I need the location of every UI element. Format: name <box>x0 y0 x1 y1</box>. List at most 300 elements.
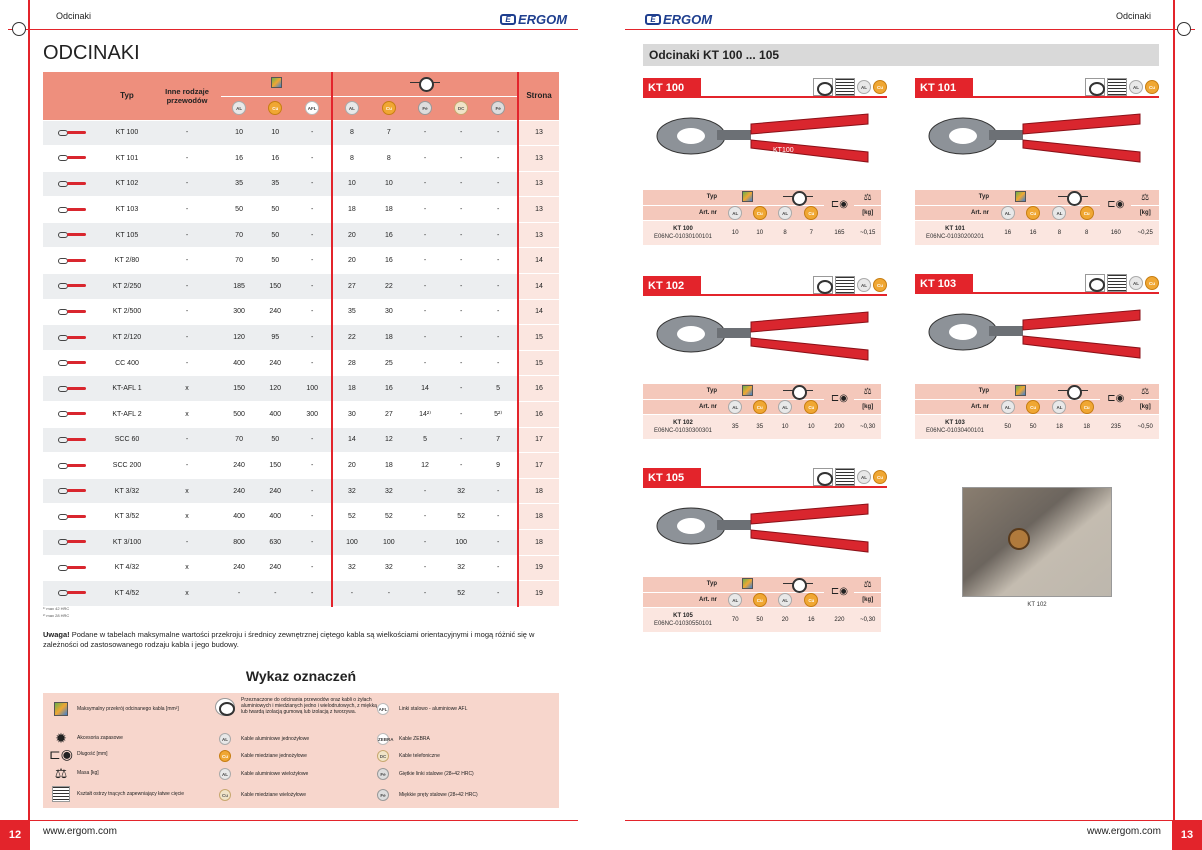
legend-item <box>373 764 553 784</box>
spec-art-label: Art. nr <box>915 399 995 414</box>
cell-al: 240 <box>221 453 257 479</box>
cell-typ: KT 101 <box>101 146 153 172</box>
cell-afl: - <box>293 325 332 351</box>
spec-table <box>643 384 881 440</box>
table-row <box>43 325 559 351</box>
cell-typ: KT 3/52 <box>101 504 153 530</box>
table-row <box>43 146 559 172</box>
legend-title: Wykaz oznaczeń <box>245 668 357 684</box>
value-cu: 50 <box>1020 414 1045 439</box>
cell-inne: - <box>153 427 221 453</box>
cell-d-dc: 52 <box>443 581 479 607</box>
tool-thumbnail <box>43 402 101 428</box>
pliers-icon <box>58 334 86 340</box>
pliers-jaw-gap <box>677 518 705 534</box>
pliers-jaw-gap <box>949 324 977 340</box>
cu-icon: Cu <box>747 399 771 414</box>
value-d-cu: 18 <box>1073 414 1100 439</box>
product-name: KT 100 <box>643 78 701 98</box>
product-name: KT 101 <box>915 78 973 98</box>
cell-d-al: 27 <box>332 274 371 300</box>
cell-inne: x <box>153 504 221 530</box>
pliers-icon <box>58 589 86 595</box>
tool-thumbnail <box>43 376 101 402</box>
sub-d-fe <box>407 96 443 120</box>
scale-icon: ⚖ <box>854 577 881 592</box>
cu-icon: Cu <box>1020 399 1045 414</box>
cable-cut-icon <box>813 468 833 486</box>
cell-inne: x <box>153 376 221 402</box>
product-icons <box>813 276 887 294</box>
engraving: KT100 <box>773 147 794 154</box>
cell-typ: KT 4/52 <box>101 581 153 607</box>
cell-al: 400 <box>221 350 257 376</box>
product-photo <box>925 108 1145 168</box>
cu-icon: Cu <box>1020 205 1045 220</box>
al-icon: AL <box>723 205 747 220</box>
cross-section-icon <box>723 384 772 399</box>
product-photo <box>653 306 873 366</box>
length-icon: ⊏◉ <box>1100 384 1131 414</box>
cable-core <box>1008 528 1030 550</box>
cell-al: 185 <box>221 274 257 300</box>
cell-d-fe: - <box>407 120 443 146</box>
tool-thumbnail <box>43 325 101 351</box>
product-rule <box>643 96 887 98</box>
legend-item <box>215 764 380 784</box>
pliers-icon <box>58 257 86 263</box>
product-name: KT 105 <box>643 468 701 488</box>
cell-cu: 240 <box>257 478 293 504</box>
page-title: ODCINAKI <box>43 42 140 64</box>
cell-d-al: 20 <box>332 453 371 479</box>
diameter-icon <box>772 190 824 205</box>
table-row <box>43 222 559 248</box>
cell-d-fe: - <box>407 248 443 274</box>
cell-al: 240 <box>221 555 257 581</box>
cell-d-dc: - <box>443 453 479 479</box>
ergom-logo-icon: E <box>645 14 661 25</box>
cell-typ: KT 105 <box>101 222 153 248</box>
cell-d-cu: 18 <box>371 325 407 351</box>
cell-afl: - <box>293 504 332 530</box>
sub-d-cu <box>371 96 407 120</box>
right-footer-rule <box>625 820 1173 821</box>
pliers-icon <box>58 308 86 314</box>
diameter-icon <box>772 384 824 399</box>
afl-icon: AFL <box>373 699 393 719</box>
cell-d-al: 20 <box>332 222 371 248</box>
kg-label: [kg] <box>854 399 881 414</box>
col-inne: Inne rodzaje przewodów <box>153 72 221 120</box>
spec-typ-label: Typ <box>915 384 995 399</box>
spec-typ-label: Typ <box>643 577 723 592</box>
cell-al: 300 <box>221 299 257 325</box>
cell-d-fe2: - <box>479 146 518 172</box>
gear-icon: ✹ <box>55 729 67 746</box>
value-al: 10 <box>723 220 747 245</box>
cu-icon: Cu <box>215 746 235 766</box>
blade-shape-icon <box>835 78 855 96</box>
cell-d-fe2: 9 <box>479 453 518 479</box>
pliers-icon <box>58 538 86 544</box>
cell-d-fe: - <box>407 146 443 172</box>
cell-cu: 120 <box>257 376 293 402</box>
cell-al: 10 <box>221 120 257 146</box>
kt102-detail-photo <box>962 487 1112 597</box>
cell-d-dc: - <box>443 171 479 197</box>
legend-text: Długość [mm] <box>77 751 108 757</box>
cell-inne: - <box>153 274 221 300</box>
pliers-handle-bottom <box>1023 140 1140 162</box>
cell-d-dc: 52 <box>443 504 479 530</box>
cell-d-al: 30 <box>332 402 371 428</box>
value-cu: 50 <box>747 607 771 632</box>
table-row <box>43 402 559 428</box>
cross-section-icon <box>271 77 282 88</box>
cell-d-cu: 22 <box>371 274 407 300</box>
cell-d-fe: - <box>407 504 443 530</box>
col-strona: Strona <box>518 72 559 120</box>
cu-icon: Cu <box>268 101 282 115</box>
value-mass: ~0,15 <box>854 220 881 245</box>
value-d-al: 10 <box>772 414 798 439</box>
legend-text: Miękkie pręty stalowe (28÷42 HRC) <box>399 792 478 798</box>
kg-label: [kg] <box>1131 205 1159 220</box>
cell-d-al: 18 <box>332 376 371 402</box>
value-length: 160 <box>1100 220 1131 245</box>
legend-text: Przeznaczone do odcinania przewodów oraz kabli o żyłach aluminiowych i miedzianych jedno i wielodrutowych, z miękką lub twardą izolacją gumową lub izolacją z tworzywa. <box>241 697 377 715</box>
cell-d-fe: - <box>407 325 443 351</box>
legend-box <box>43 693 559 808</box>
cell-d-fe2: - <box>479 197 518 223</box>
legend-item <box>51 763 211 783</box>
cell-d-fe2: - <box>479 299 518 325</box>
cell-d-cu: 30 <box>371 299 407 325</box>
cell-cu: 95 <box>257 325 293 351</box>
cell-typ: KT-AFL 1 <box>101 376 153 402</box>
cell-afl: - <box>293 555 332 581</box>
legend-item <box>215 785 380 805</box>
cell-afl: - <box>293 274 332 300</box>
spec-typ-label: Typ <box>915 190 995 205</box>
cell-strona: 14 <box>518 299 559 325</box>
cell-d-dc: - <box>443 120 479 146</box>
cell-d-fe2: - <box>479 555 518 581</box>
cu-multi-icon: Cu <box>215 785 235 805</box>
cell-typ: KT-AFL 2 <box>101 402 153 428</box>
photo-caption: KT 102 <box>1027 602 1047 608</box>
cell-d-fe: 14²⁾ <box>407 402 443 428</box>
blade-shape-icon <box>835 468 855 486</box>
al-icon: AL <box>232 101 246 115</box>
legend-item <box>373 785 553 805</box>
cell-strona: 19 <box>518 555 559 581</box>
diameter-header <box>332 72 518 96</box>
pliers-handle-top <box>1023 310 1140 330</box>
product-photo <box>653 108 873 168</box>
value-al: 70 <box>723 607 747 632</box>
cell-d-dc: - <box>443 274 479 300</box>
cell-d-dc: - <box>443 197 479 223</box>
cell-al: 70 <box>221 248 257 274</box>
pliers-handle-top <box>751 312 868 332</box>
left-header-rule <box>8 29 578 30</box>
value-length: 220 <box>824 607 854 632</box>
cell-inne: - <box>153 222 221 248</box>
table-row <box>43 453 559 479</box>
cell-afl: - <box>293 299 332 325</box>
cu-icon: Cu <box>798 205 824 220</box>
cell-d-dc: - <box>443 427 479 453</box>
cell-typ: KT 2/120 <box>101 325 153 351</box>
cell-typ: KT 3/100 <box>101 530 153 556</box>
spec-art-label: Art. nr <box>643 399 723 414</box>
pliers-handle-bottom <box>751 338 868 360</box>
cell-typ: KT 2/250 <box>101 274 153 300</box>
cross-section-icon <box>995 190 1046 205</box>
spec-art-label: Art. nr <box>643 592 723 607</box>
site-link-right[interactable]: www.ergom.com <box>1087 826 1161 837</box>
blade-shape-icon <box>835 276 855 294</box>
table-row <box>43 555 559 581</box>
cell-d-al: 20 <box>332 248 371 274</box>
value-al: 16 <box>995 220 1020 245</box>
cell-strona: 13 <box>518 197 559 223</box>
cell-afl: 100 <box>293 376 332 402</box>
pliers-joint <box>717 520 751 530</box>
product-photo <box>925 304 1145 364</box>
pliers-icon <box>58 564 86 570</box>
al-multi-icon: AL <box>215 764 235 784</box>
cell-al: 150 <box>221 376 257 402</box>
cable-cut-icon <box>813 78 833 96</box>
legend-text: Kable aluminiowe wielożyłowe <box>241 771 309 777</box>
cell-d-dc: - <box>443 222 479 248</box>
cell-d-fe: - <box>407 530 443 556</box>
al-icon: AL <box>857 80 871 94</box>
tool-thumbnail <box>43 274 101 300</box>
scale-icon: ⚖ <box>1131 190 1159 205</box>
cable-cut-icon <box>1085 78 1105 96</box>
cell-cu: 50 <box>257 248 293 274</box>
dc-icon: DC <box>454 101 468 115</box>
cell-cu: 50 <box>257 427 293 453</box>
legend-text: Masa [kg] <box>77 770 99 776</box>
cell-d-al: 22 <box>332 325 371 351</box>
cell-d-al: 18 <box>332 197 371 223</box>
cell-d-al: 8 <box>332 120 371 146</box>
cell-d-cu: 7 <box>371 120 407 146</box>
value-mass: ~0,25 <box>1131 220 1159 245</box>
cell-d-fe2: 5 <box>479 376 518 402</box>
legend-item <box>51 744 211 764</box>
pliers-handle-top <box>751 114 868 134</box>
legend-text: Akcesoria zapasowe <box>77 735 123 741</box>
cell-typ: SCC 60 <box>101 427 153 453</box>
cross-section-icon <box>723 577 772 592</box>
cell-d-fe: - <box>407 299 443 325</box>
brand-logo <box>500 12 567 27</box>
cell-al: 50 <box>221 197 257 223</box>
cell-d-al: 14 <box>332 427 371 453</box>
value-d-cu: 16 <box>798 607 824 632</box>
icon-col-header <box>43 72 101 120</box>
cell-afl: - <box>293 453 332 479</box>
spec-table <box>915 190 1159 246</box>
legend-item <box>215 746 380 766</box>
article-number: KT 100 E06NC-01030100101 <box>643 220 723 245</box>
product-rule <box>643 486 887 488</box>
cell-d-fe2: - <box>479 504 518 530</box>
legend-text: Kable miedziane jednożyłowe <box>241 753 307 759</box>
cell-afl: - <box>293 478 332 504</box>
cell-al: 400 <box>221 504 257 530</box>
tool-thumbnail <box>43 504 101 530</box>
uwaga-label: Uwaga! <box>43 630 70 639</box>
pliers-jaw-gap <box>949 128 977 144</box>
cell-strona: 16 <box>518 376 559 402</box>
kg-label: [kg] <box>854 205 881 220</box>
al-icon: AL <box>723 399 747 414</box>
legend-item <box>51 699 211 719</box>
cu-icon: Cu <box>1145 80 1159 94</box>
cell-typ: KT 2/500 <box>101 299 153 325</box>
cu-icon: Cu <box>747 205 771 220</box>
pliers-handle-bottom <box>1023 336 1140 358</box>
footnote-2: ²⁾ max 28 HRC <box>43 613 70 618</box>
cell-afl: - <box>293 530 332 556</box>
table-row <box>43 350 559 376</box>
legend-text: Giętkie linki stalowe (28÷42 HRC) <box>399 771 474 777</box>
cell-cu: 10 <box>257 120 293 146</box>
value-d-al: 8 <box>772 220 798 245</box>
cu-icon: Cu <box>873 80 887 94</box>
cell-d-dc: - <box>443 299 479 325</box>
table-row <box>43 248 559 274</box>
cell-d-fe: - <box>407 555 443 581</box>
cell-cu: 630 <box>257 530 293 556</box>
uwaga-text: Podane w tabelach maksymalne wartości przekroju i średnicy zewnętrznej ciętego kabla są wielkościami orientacyjnymi i mogą różnić się w zależności od zastosowanego rodzaju kabla i jego budowy. <box>43 630 535 649</box>
cu-icon: Cu <box>1145 276 1159 290</box>
spec-art-label: Art. nr <box>915 205 995 220</box>
cell-d-dc: - <box>443 146 479 172</box>
cu-icon: Cu <box>798 592 824 607</box>
cell-cu: 150 <box>257 453 293 479</box>
cell-d-fe: - <box>407 274 443 300</box>
table-row <box>43 581 559 607</box>
legend-item <box>373 699 553 719</box>
pliers-joint <box>717 130 751 140</box>
cell-afl: - <box>293 222 332 248</box>
al-icon: AL <box>723 592 747 607</box>
brand-name: ERGOM <box>663 12 713 27</box>
pliers-icon <box>58 282 86 288</box>
pliers-icon <box>58 129 86 135</box>
cell-d-dc: - <box>443 350 479 376</box>
site-link-left[interactable]: www.ergom.com <box>43 826 117 837</box>
al-icon: AL <box>1129 276 1143 290</box>
scale-icon: ⚖ <box>54 764 68 781</box>
scale-icon: ⚖ <box>854 384 881 399</box>
scale-icon: ⚖ <box>1131 384 1159 399</box>
sub-al <box>221 96 257 120</box>
cell-d-fe2: 7 <box>479 427 518 453</box>
article-number: KT 105 E06NC-01030550101 <box>643 607 723 632</box>
length-icon: ⊏◉ <box>49 745 73 762</box>
tool-thumbnail <box>43 555 101 581</box>
uwaga-note <box>43 630 559 650</box>
cell-typ: KT 102 <box>101 171 153 197</box>
cell-afl: - <box>293 197 332 223</box>
cell-d-fe: - <box>407 222 443 248</box>
cell-d-al: 32 <box>332 478 371 504</box>
cell-d-dc: 32 <box>443 478 479 504</box>
cell-typ: KT 100 <box>101 120 153 146</box>
cell-afl: - <box>293 171 332 197</box>
cell-d-al: 10 <box>332 171 371 197</box>
cell-d-cu: 12 <box>371 427 407 453</box>
cell-afl: 300 <box>293 402 332 428</box>
cell-inne: x <box>153 555 221 581</box>
cell-strona: 15 <box>518 350 559 376</box>
legend-text: Kształt ostrzy tnących zapewniający łatwe cięcie <box>77 791 184 797</box>
cell-d-dc: - <box>443 325 479 351</box>
diameter-icon <box>772 577 824 592</box>
cell-strona: 13 <box>518 120 559 146</box>
cell-al: 240 <box>221 478 257 504</box>
header-tool-icon <box>12 22 26 36</box>
pliers-icon <box>58 231 86 237</box>
tool-thumbnail <box>43 120 101 146</box>
al-icon: AL <box>1046 205 1073 220</box>
pliers-handle-bottom <box>751 530 868 552</box>
cell-al: - <box>221 581 257 607</box>
cell-d-fe2: - <box>479 120 518 146</box>
product-rule <box>643 294 887 296</box>
pliers-icon <box>58 180 86 186</box>
cell-d-fe: - <box>407 171 443 197</box>
cell-d-fe: - <box>407 350 443 376</box>
table-row <box>43 120 559 146</box>
pliers-handle-top <box>751 504 868 524</box>
pliers-icon <box>925 304 1145 364</box>
cell-d-al: 35 <box>332 299 371 325</box>
cross-section-icon <box>995 384 1046 399</box>
product-rule <box>915 292 1159 294</box>
length-icon: ⊏◉ <box>824 577 854 607</box>
cell-strona: 13 <box>518 222 559 248</box>
tool-thumbnail <box>43 299 101 325</box>
cell-d-fe: 14 <box>407 376 443 402</box>
blade-shape-icon <box>1107 274 1127 292</box>
legend-text: Kable ZEBRA <box>399 736 430 742</box>
cell-strona: 19 <box>518 581 559 607</box>
cell-typ: KT 103 <box>101 197 153 223</box>
right-red-rule <box>1173 0 1175 820</box>
value-cu: 10 <box>747 220 771 245</box>
tool-thumbnail <box>43 453 101 479</box>
legend-item <box>215 697 380 717</box>
cu-icon: Cu <box>1073 205 1100 220</box>
cell-d-cu: 16 <box>371 376 407 402</box>
cu-icon: Cu <box>382 101 396 115</box>
cell-d-al: 28 <box>332 350 371 376</box>
cu-icon: Cu <box>873 278 887 292</box>
cell-d-fe2: - <box>479 530 518 556</box>
sub-d-dc <box>443 96 479 120</box>
legend-text: Maksymalny przekrój odcinanego kabla [mm²] <box>77 706 179 712</box>
